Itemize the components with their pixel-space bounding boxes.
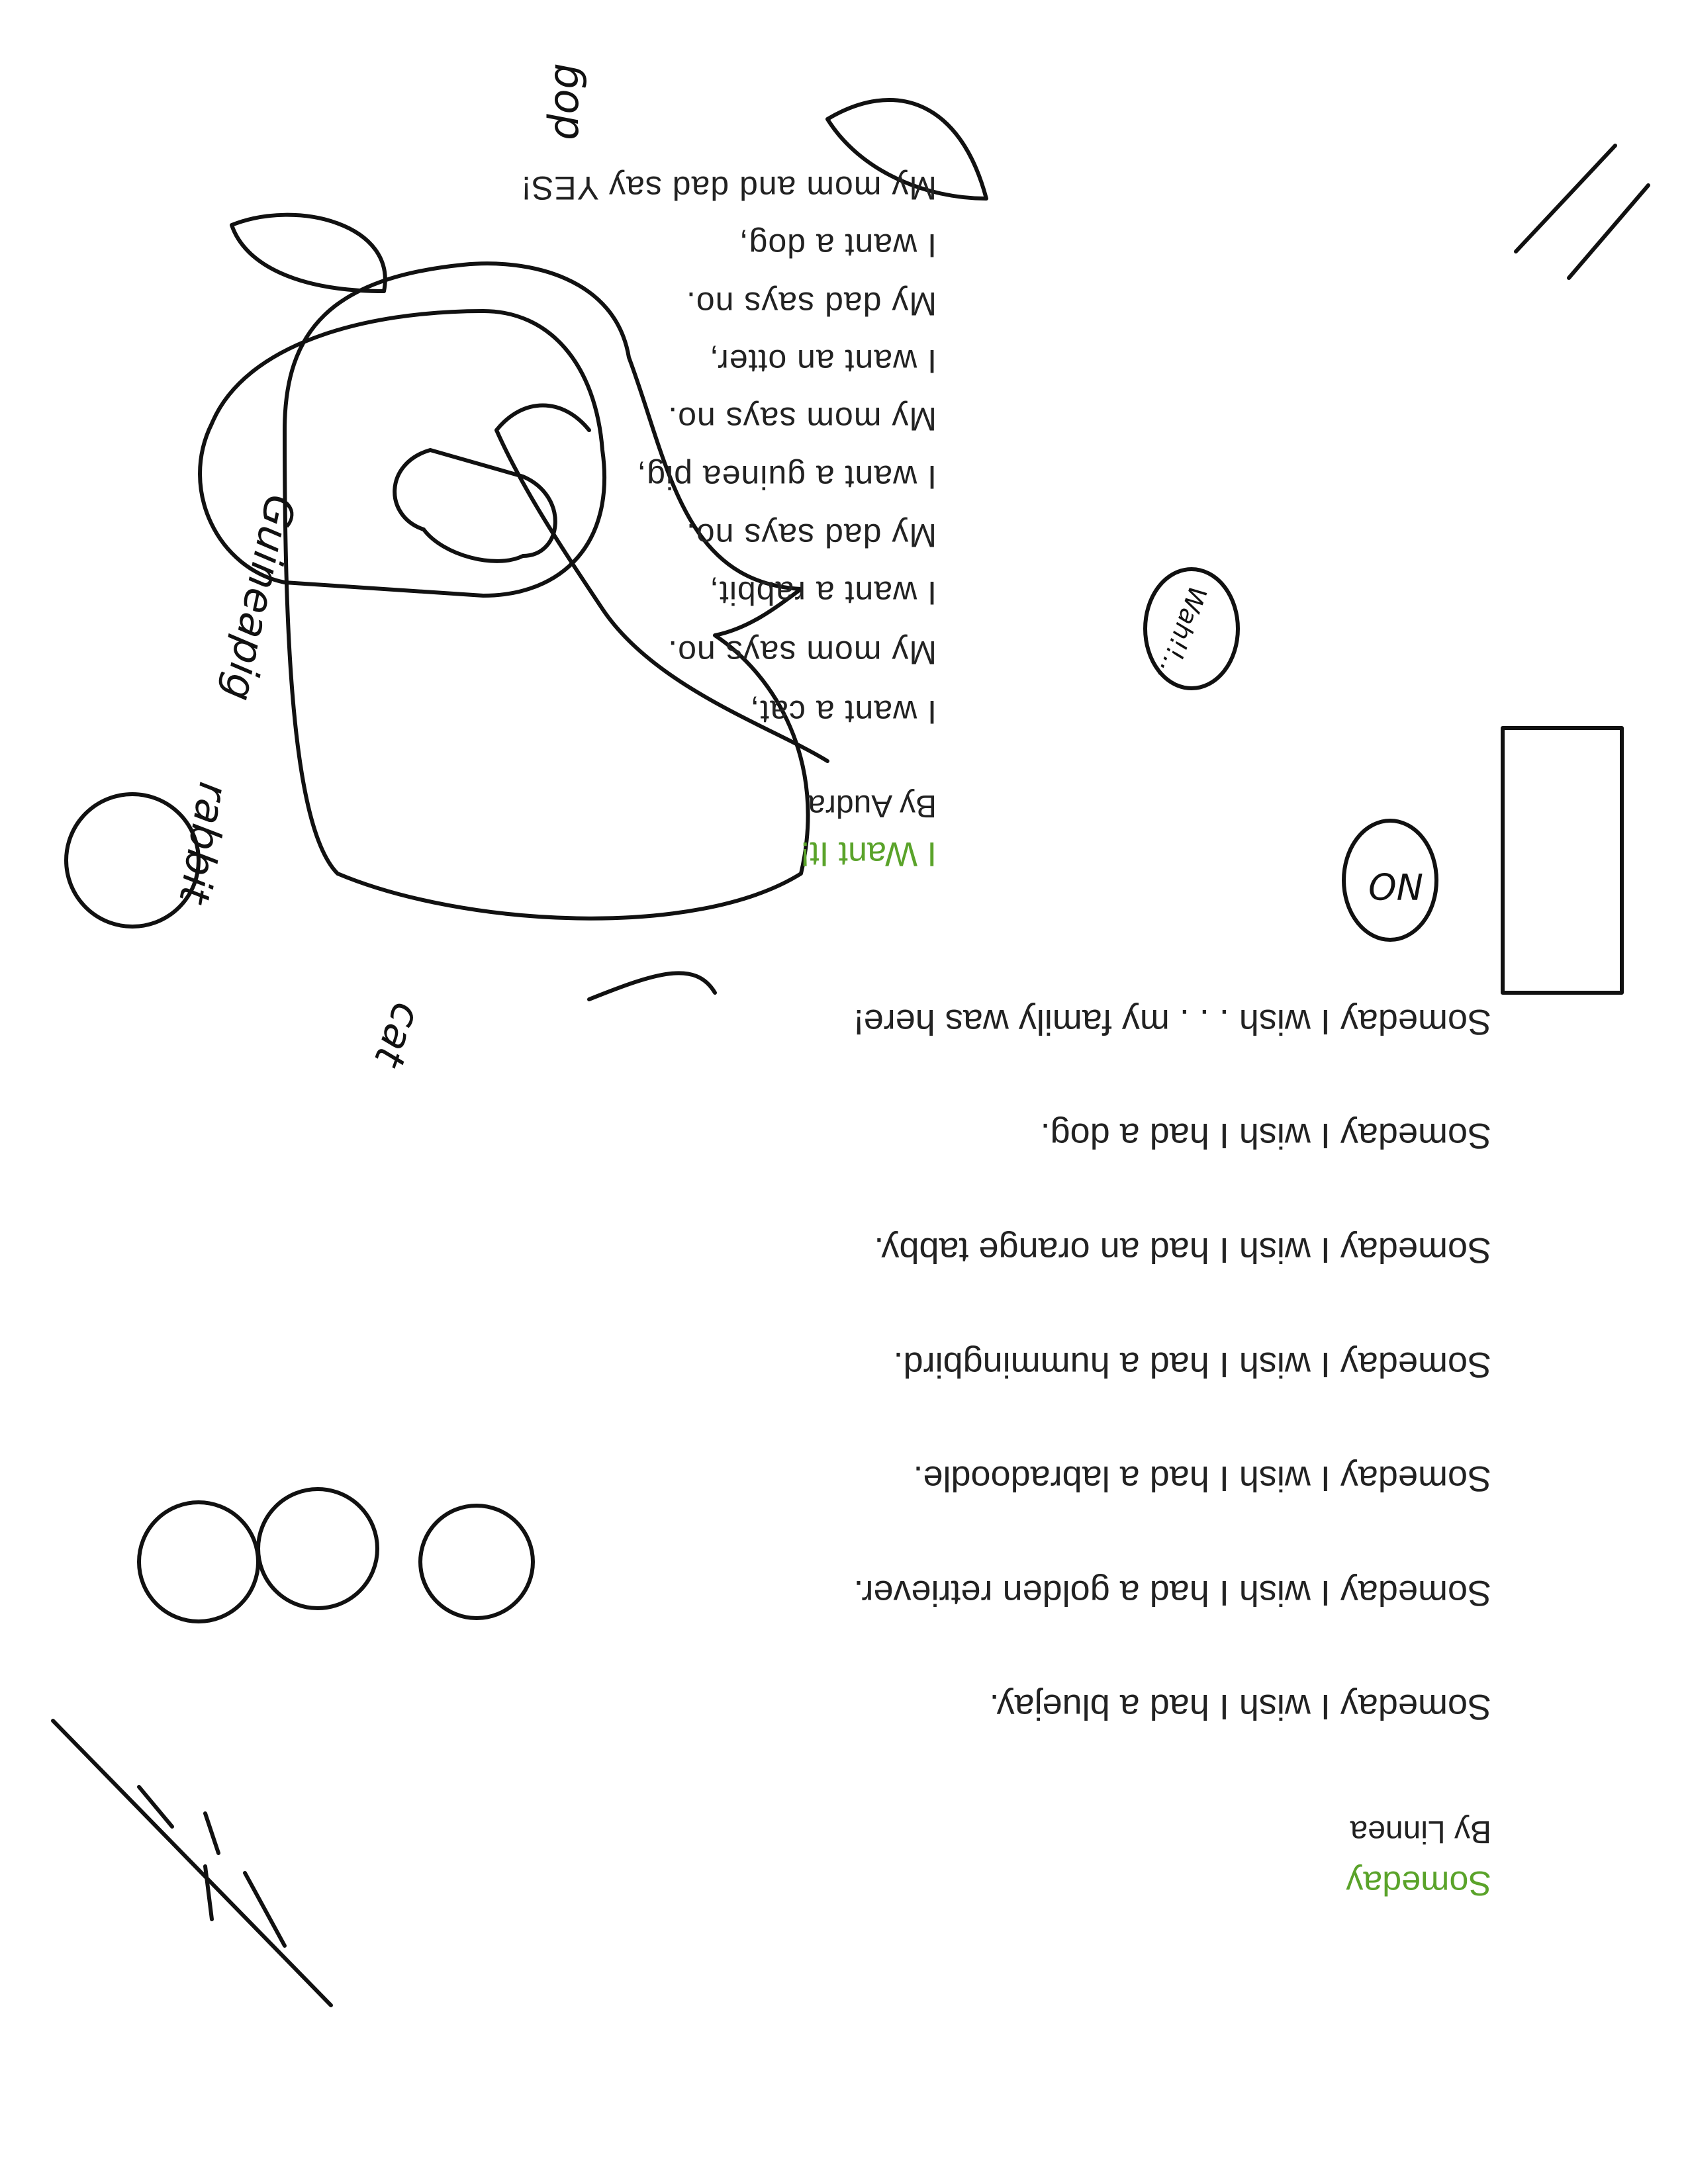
someday-line: Someday I wish I had a golden retriever.	[853, 1573, 1491, 1613]
label-dog: dog	[539, 63, 588, 140]
want-line: My mom says no.	[667, 400, 937, 437]
animal-head-1	[139, 1502, 258, 1621]
fence-lines	[53, 1721, 331, 2005]
someday-line: Someday I wish I had a dog.	[1040, 1116, 1491, 1156]
want-line: My mom says no.	[667, 634, 937, 671]
want-line: I want an otter,	[709, 343, 937, 380]
someday-title: Someday	[1346, 1864, 1491, 1902]
person-figure	[1503, 728, 1622, 993]
fence-lines-2	[1516, 146, 1648, 278]
want-line: My mom and dad say YES!	[521, 169, 937, 206]
want-line: My dad says no.	[685, 517, 937, 554]
want-line: I want a rabbit,	[709, 574, 937, 612]
want-author: By Audra	[808, 788, 937, 823]
want-line: I want a cat,	[749, 694, 937, 731]
label-guineapig: Guineapig	[214, 490, 305, 705]
someday-line: Someday I wish . . . my family was here!	[853, 1002, 1491, 1042]
someday-line: Someday I wish I had an orange tabby.	[874, 1230, 1491, 1270]
want-line: I want a dog,	[738, 227, 937, 264]
animal-head-2	[258, 1489, 377, 1608]
want-line: My dad says no.	[685, 285, 937, 322]
heart-drawing-1	[395, 450, 555, 561]
label-cat: cat	[365, 996, 432, 1073]
label-no-bubble: NO	[1368, 865, 1423, 907]
animal-head-3	[420, 1506, 533, 1618]
someday-author: By Linnea	[1350, 1814, 1491, 1849]
want-title: I Want It!	[800, 835, 937, 873]
someday-line: Someday I wish I had a labradoodle.	[913, 1459, 1491, 1498]
someday-line: Someday I wish I had a bluejay.	[989, 1687, 1491, 1727]
label-wah-bubble: Wah!!...	[1150, 582, 1213, 686]
want-line: I want a guinea pig,	[636, 459, 937, 496]
bubble-tail-squiggle	[589, 973, 715, 999]
label-rabbit: rabbit	[169, 778, 239, 907]
someday-line: Someday I wish I had a hummingbird.	[893, 1345, 1491, 1385]
leaf-drawing-1	[232, 215, 385, 291]
